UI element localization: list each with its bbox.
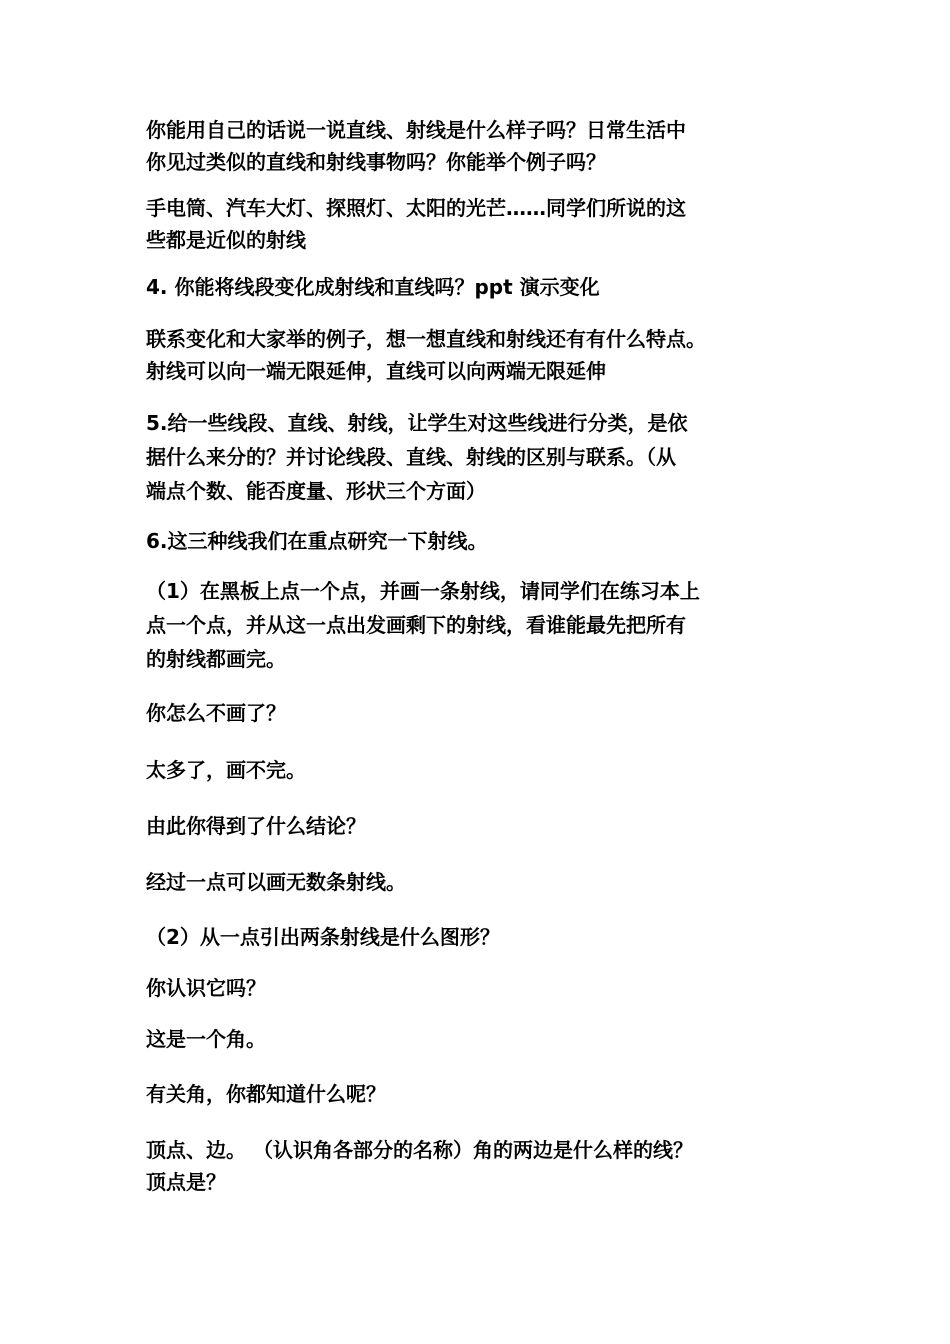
paragraph-angle-knowledge	[146, 1078, 816, 1110]
paragraph-step-6-1	[146, 574, 816, 676]
text-line: 据什么来分的？并讨论线段、直线、射线的区别与联系。（从	[146, 445, 676, 469]
text-line: 经过一点可以画无数条射线。	[146, 870, 406, 894]
text-line: 你认识它吗？	[146, 976, 266, 1000]
paragraph-vertex-sides	[146, 1134, 816, 1198]
text-line: 顶点是？	[146, 1170, 226, 1194]
text-line: 有关角，你都知道什么呢？	[146, 1082, 386, 1106]
paragraph-angle	[146, 1023, 816, 1055]
paragraph-recognize	[146, 972, 816, 1004]
paragraph-features	[146, 323, 816, 387]
paragraph-step-4	[146, 271, 816, 303]
text-line: 5.给一些线段、直线、射线，让学生对这些线进行分类，是依	[146, 411, 688, 435]
paragraph-why-stop	[146, 697, 816, 729]
text-line: 射线可以向一端无限延伸，直线可以向两端无限延伸	[146, 359, 606, 383]
text-line: 端点个数、能否度量、形状三个方面）	[146, 479, 486, 503]
text-line: 的射线都画完。	[146, 647, 286, 671]
text-line: 4. 你能将线段变化成射线和直线吗？ppt 演示变化	[146, 275, 600, 299]
text-line: 手电筒、汽车大灯、探照灯、太阳的光芒……同学们所说的这	[146, 196, 686, 220]
text-line: 顶点、边。 （认识角各部分的名称）角的两边是什么样的线？	[146, 1138, 693, 1162]
text-line: （1）在黑板上点一个点，并画一条射线，请同学们在练习本上	[146, 579, 700, 603]
paragraph-question-line-shapes	[146, 114, 816, 178]
text-line: 点一个点，并从这一点出发画剩下的射线，看谁能最先把所有	[146, 613, 686, 637]
paragraph-conclusion-question	[146, 810, 816, 842]
text-line: 这是一个角。	[146, 1027, 266, 1051]
paragraph-step-5	[146, 406, 816, 508]
paragraph-step-6-2	[146, 921, 816, 953]
paragraph-too-many	[146, 754, 816, 786]
text-line: 你见过类似的直线和射线事物吗？你能举个例子吗？	[146, 150, 606, 174]
paragraph-step-6	[146, 525, 816, 557]
text-line: （2）从一点引出两条射线是什么图形？	[146, 925, 500, 949]
paragraph-conclusion	[146, 866, 816, 898]
text-line: 你怎么不画了？	[146, 701, 286, 725]
paragraph-examples	[146, 192, 816, 256]
text-line: 6.这三种线我们在重点研究一下射线。	[146, 529, 488, 553]
text-line: 些都是近似的射线	[146, 228, 306, 252]
text-line: 联系变化和大家举的例子，想一想直线和射线还有有什么特点。	[146, 327, 706, 351]
text-line: 由此你得到了什么结论？	[146, 814, 366, 838]
text-line: 你能用自己的话说一说直线、射线是什么样子吗？日常生活中	[146, 118, 686, 142]
text-line: 太多了，画不完。	[146, 758, 306, 782]
